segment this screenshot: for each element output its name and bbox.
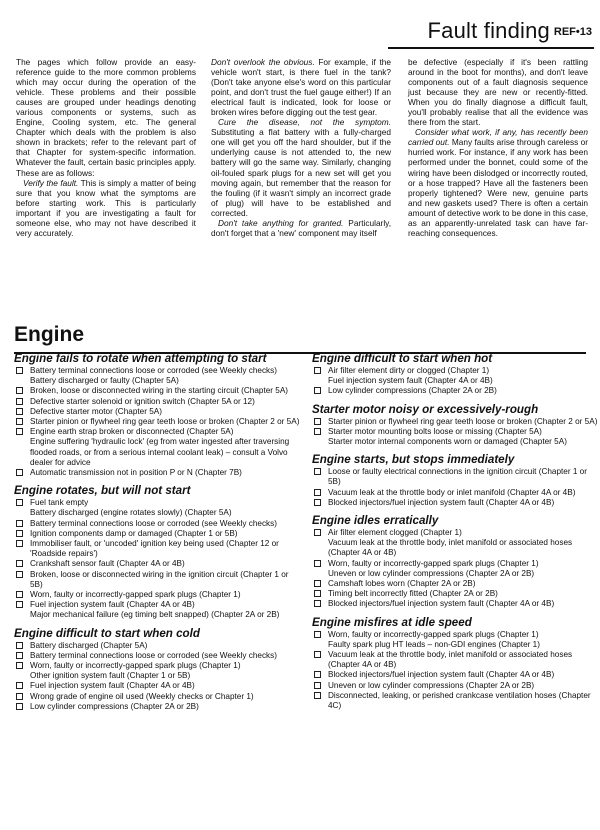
intro-column-3 [408, 57, 588, 238]
fault-item-text: Engine earth strap broken or disconnected (Chapter 5A) [30, 427, 234, 437]
fault-item-text: Blocked injectors/fuel injection system fault (Chapter 4A or 4B) [328, 497, 555, 507]
fault-item [312, 528, 598, 559]
fault-item [14, 417, 300, 427]
checkbox-icon[interactable] [16, 571, 23, 578]
fault-item-text: Defective starter motor (Chapter 5A) [30, 406, 162, 416]
fault-item-text: Battery terminal connections loose or corroded (see Weekly checks) [30, 518, 277, 528]
intro-paragraph: Verify the fault. This is simply a matter of being sure that you know what the symptoms are before starting work. This is particularly important if you are investigating a fault for someone else, who may not have described it very accurately. [16, 177, 196, 238]
checkbox-icon[interactable] [314, 529, 321, 536]
fault-group-title: Engine idles erratically [312, 514, 439, 528]
checkbox-icon[interactable] [16, 499, 23, 506]
fault-item [14, 468, 300, 478]
fault-item [312, 589, 598, 599]
fault-item-text: Uneven or low cylinder compressions (Chapter 2A or 2B) [328, 568, 535, 578]
fault-item [14, 570, 300, 590]
fault-group-title: Engine rotates, but will not start [14, 484, 191, 498]
intro-paragraph: Don't overlook the obvious. For example, if the vehicle won't start, is there fuel in the tank? (Don't take anyone else's word on this particular point, and don't trust the fuel gauge either!) If an electrical fault is indicated, look for loose or broken wires before digging out the test gear. [211, 57, 391, 118]
intro-lead-phrase: Cure the disease, not the symptom. [218, 117, 391, 128]
checkbox-icon[interactable] [16, 703, 23, 710]
intro-lead-phrase: Consider what work, if any, has recently been carried out. [408, 127, 588, 148]
fault-item [14, 641, 300, 651]
intro-paragraph: Cure the disease, not the symptom. Substituting a flat battery with a fully-charged one will get you off the hard shoulder, but if the underlying cause is not attended to, the new battery will go the same way. Similarly, changing oil-fouled spark plugs for a new set will get you moving again, but remember that the reason for the fouling (if it wasn't simply an incorrect grade of plug) will have to be established and corrected. [211, 117, 391, 218]
fault-column-left [14, 352, 300, 718]
fault-item-text: Loose or faulty electrical connections in the ignition circuit (Chapter 1 or 5B) [328, 467, 587, 487]
fault-item-text: Worn, faulty or incorrectly-gapped spark plugs (Chapter 1) [30, 661, 241, 671]
fault-item-text: Starter motor internal components worn or damaged (Chapter 5A) [328, 437, 567, 447]
fault-item-text: Worn, faulty or incorrectly-gapped spark plugs (Chapter 1) [30, 590, 241, 600]
fault-item [14, 559, 300, 569]
intro-lead-phrase: Don't take anything for granted. [218, 217, 344, 228]
fault-item-text: Battery discharged (Chapter 5A) [30, 640, 148, 650]
fault-list [14, 641, 300, 712]
checkbox-icon[interactable] [16, 428, 23, 435]
fault-item [14, 651, 300, 661]
checkbox-icon[interactable] [16, 693, 23, 700]
fault-list [312, 366, 598, 397]
fault-item-text: Starter motor mounting bolts loose or missing (Chapter 5A) [328, 426, 542, 436]
checkbox-icon[interactable] [16, 398, 23, 405]
section-title: Engine [14, 323, 85, 346]
fault-item-text: Engine suffering 'hydraulic lock' (eg from water ingested after traversing flooded roads, or from a serious internal coolant leak) – consult a Volvo dealer for advice [30, 437, 290, 467]
checkbox-icon[interactable] [16, 520, 23, 527]
checkbox-icon[interactable] [314, 671, 321, 678]
fault-item-text: Major mechanical failure (eg timing belt snapped) (Chapter 2A or 2B) [30, 610, 280, 620]
fault-item [14, 519, 300, 529]
checkbox-icon[interactable] [314, 682, 321, 689]
intro-paragraph: Consider what work, if any, has recently been carried out. Many faults arise through careless or hurried work. For instance, if any work has been performed under the bonnet, could some of the wiring have been dislodged or incorrectly routed, or a hose trapped? Have all the fasteners been properly tightened? Were new, genuine parts and new gaskets used? There is often a certain amount of detective work to be done in this case, as an apparently-unrelated task can have far-reaching consequences. [408, 127, 588, 238]
fault-item-text: Fuel injection system fault (Chapter 4A or 4B) [328, 376, 493, 386]
fault-group-title: Engine misfires at idle speed [312, 615, 472, 629]
fault-item [312, 386, 598, 396]
page-header [0, 0, 600, 50]
checkbox-icon[interactable] [16, 469, 23, 476]
fault-item [312, 599, 598, 609]
fault-item [312, 630, 598, 650]
checkbox-icon[interactable] [314, 499, 321, 506]
fault-item-text: Worn, faulty or incorrectly-gapped spark plugs (Chapter 1) [328, 558, 539, 568]
checkbox-icon[interactable] [314, 580, 321, 587]
fault-item-text: Fuel injection system fault (Chapter 4A or 4B) [30, 681, 195, 691]
checkbox-icon[interactable] [314, 590, 321, 597]
fault-item [14, 600, 300, 620]
fault-item-text: Immobiliser fault, or 'uncoded' ignition key being used (Chapter 12 or 'Roadside repairs') [30, 539, 279, 559]
fault-item [14, 427, 300, 468]
intro-column-2 [211, 57, 391, 238]
checkbox-icon[interactable] [16, 652, 23, 659]
fault-item-text: Fuel tank empty [30, 498, 89, 508]
fault-item [14, 692, 300, 702]
fault-item-text: Vacuum leak at the throttle body, inlet manifold or associated hoses (Chapter 4A or 4B) [328, 538, 573, 558]
fault-item [312, 681, 598, 691]
checkbox-icon[interactable] [314, 600, 321, 607]
fault-item-text: Air filter element clogged (Chapter 1) [328, 528, 462, 538]
page-reference: REF•13 [553, 26, 592, 38]
fault-column-right [312, 352, 598, 717]
header-rule [388, 47, 594, 49]
intro-column-1 [16, 57, 196, 238]
fault-group-title: Starter motor noisy or excessively-rough [312, 402, 539, 416]
fault-item-text: Other ignition system fault (Chapter 1 or 5B) [30, 671, 191, 681]
checkbox-icon[interactable] [314, 468, 321, 475]
fault-item [14, 590, 300, 600]
fault-item [14, 661, 300, 681]
fault-item [14, 407, 300, 417]
checkbox-icon[interactable] [314, 367, 321, 374]
fault-list [312, 630, 598, 712]
fault-item-text: Uneven or low cylinder compressions (Chapter 2A or 2B) [328, 680, 535, 690]
intro-paragraph: Don't take anything for granted. Particularly, don't forget that a 'new' component may itself [211, 217, 392, 238]
fault-item [312, 691, 598, 711]
checkbox-icon[interactable] [314, 631, 321, 638]
fault-item-text: Low cylinder compressions (Chapter 2A or 2B) [30, 701, 199, 711]
fault-item-text: Starter pinion or flywheel ring gear teeth loose or broken (Chapter 2 or 5A) [328, 416, 598, 426]
fault-item-text: Battery terminal connections loose or corroded (see Weekly checks) [30, 650, 277, 660]
intro-paragraph: be defective (especially if it's been rattling around in the boot for months), and don't leave components out of a fault diagnosis sequence just because they are new or recently-fitted. When you do finally diagnose a difficult fault, you'll probably realise that all the evidence was there from the start. [408, 57, 588, 128]
fault-item-text: Broken, loose or disconnected wiring in the starting circuit (Chapter 5A) [30, 386, 289, 396]
checkbox-icon[interactable] [16, 387, 23, 394]
checkbox-icon[interactable] [314, 387, 321, 394]
fault-item [312, 559, 598, 579]
checkbox-icon[interactable] [16, 530, 23, 537]
intro-lead-phrase: Verify the fault. [23, 177, 79, 188]
fault-item [312, 579, 598, 589]
fault-item-text: Automatic transmission not in position P or N (Chapter 7B) [30, 468, 242, 478]
fault-item-text: Vacuum leak at the throttle body or inlet manifold (Chapter 4A or 4B) [328, 487, 576, 497]
fault-item-text: Faulty spark plug HT leads – non-GDI engines (Chapter 1) [328, 639, 540, 649]
fault-group-title: Engine difficult to start when cold [14, 626, 200, 640]
checkbox-icon[interactable] [16, 662, 23, 669]
fault-item-text: Worn, faulty or incorrectly-gapped spark plugs (Chapter 1) [328, 629, 539, 639]
checkbox-icon[interactable] [16, 408, 23, 415]
fault-item-text: Fuel injection system fault (Chapter 4A or 4B) [30, 600, 195, 610]
checkbox-icon[interactable] [314, 560, 321, 567]
fault-item-text: Ignition components damp or damaged (Chapter 1 or 5B) [30, 528, 238, 538]
fault-item [14, 539, 300, 559]
fault-item [14, 529, 300, 539]
fault-item-text: Disconnected, leaking, or perished crankcase ventilation hoses (Chapter 4C) [328, 690, 591, 711]
fault-item [312, 488, 598, 498]
checkbox-icon[interactable] [314, 692, 321, 699]
fault-item-text: Defective starter solenoid or ignition switch (Chapter 5A or 12) [30, 396, 255, 406]
fault-group-title: Engine difficult to start when hot [312, 352, 493, 365]
fault-item [312, 427, 598, 447]
checkbox-icon[interactable] [16, 418, 23, 425]
fault-item [312, 670, 598, 680]
fault-item-text: Timing belt incorrectly fitted (Chapter 2A or 2B) [328, 589, 498, 599]
fault-item-text: Crankshaft sensor fault (Chapter 4A or 4B) [30, 559, 185, 569]
checkbox-icon[interactable] [16, 591, 23, 598]
checkbox-icon[interactable] [16, 601, 23, 608]
checkbox-icon[interactable] [314, 489, 321, 496]
fault-item-text: Blocked injectors/fuel injection system fault (Chapter 4A or 4B) [328, 599, 555, 609]
fault-item [312, 498, 598, 508]
checkbox-icon[interactable] [16, 642, 23, 649]
fault-item [312, 467, 598, 487]
fault-list [312, 467, 598, 508]
fault-item [14, 397, 300, 407]
checkbox-icon[interactable] [314, 428, 321, 435]
page-title: Fault finding [427, 18, 550, 43]
fault-group-title: Engine fails to rotate when attempting to start [14, 352, 267, 365]
checkbox-icon[interactable] [314, 418, 321, 425]
fault-item-text: Low cylinder compressions (Chapter 2A or 2B) [328, 386, 497, 396]
intro-lead-phrase: Don't overlook the obvious. [211, 57, 315, 67]
fault-item [14, 498, 300, 518]
fault-list [14, 366, 300, 478]
checkbox-icon[interactable] [16, 682, 23, 689]
fault-item [14, 386, 300, 396]
fault-item-text: Battery discharged or faulty (Chapter 5A) [30, 376, 179, 386]
fault-list [312, 417, 598, 448]
fault-item-text: Camshaft lobes worn (Chapter 2A or 2B) [328, 579, 476, 589]
intro-paragraph: The pages which follow provide an easy-reference guide to the more common problems which may occur during the operation of the vehicle. These problems and their possible causes are grouped under headings denoting various components or systems, such as Engine, Cooling system, etc. The general Chapter which deals with the problem is also shown in brackets; refer to the relevant part of that Chapter for system-specific information. Whatever the fault, certain basic principles apply. These are as follows: [16, 57, 196, 178]
fault-item-text: Starter pinion or flywheel ring gear teeth loose or broken (Chapter 2 or 5A) [30, 417, 300, 427]
checkbox-icon[interactable] [16, 560, 23, 567]
checkbox-icon[interactable] [314, 651, 321, 658]
fault-group-title: Engine starts, but stops immediately [312, 453, 515, 467]
checkbox-icon[interactable] [16, 540, 23, 547]
fault-list [14, 498, 300, 620]
fault-item-text: Broken, loose or disconnected wiring in the ignition circuit (Chapter 1 or 5B) [30, 569, 289, 589]
fault-item-text: Battery discharged (engine rotates slowly) (Chapter 5A) [30, 508, 232, 518]
fault-item-text: Blocked injectors/fuel injection system fault (Chapter 4A or 4B) [328, 670, 555, 680]
fault-item [14, 681, 300, 691]
fault-item [14, 702, 300, 712]
fault-item-text: Wrong grade of engine oil used (Weekly checks or Chapter 1) [30, 691, 254, 701]
fault-item-text: Vacuum leak at the throttle body, inlet manifold or associated hoses (Chapter 4A or 4B) [328, 650, 573, 670]
fault-item [312, 366, 598, 386]
checkbox-icon[interactable] [16, 367, 23, 374]
fault-item [14, 366, 300, 386]
fault-item-text: Air filter element dirty or clogged (Chapter 1) [328, 366, 490, 375]
fault-list [312, 528, 598, 610]
fault-item-text: Battery terminal connections loose or corroded (see Weekly checks) [30, 366, 277, 375]
fault-item [312, 417, 598, 427]
fault-item [312, 650, 598, 670]
